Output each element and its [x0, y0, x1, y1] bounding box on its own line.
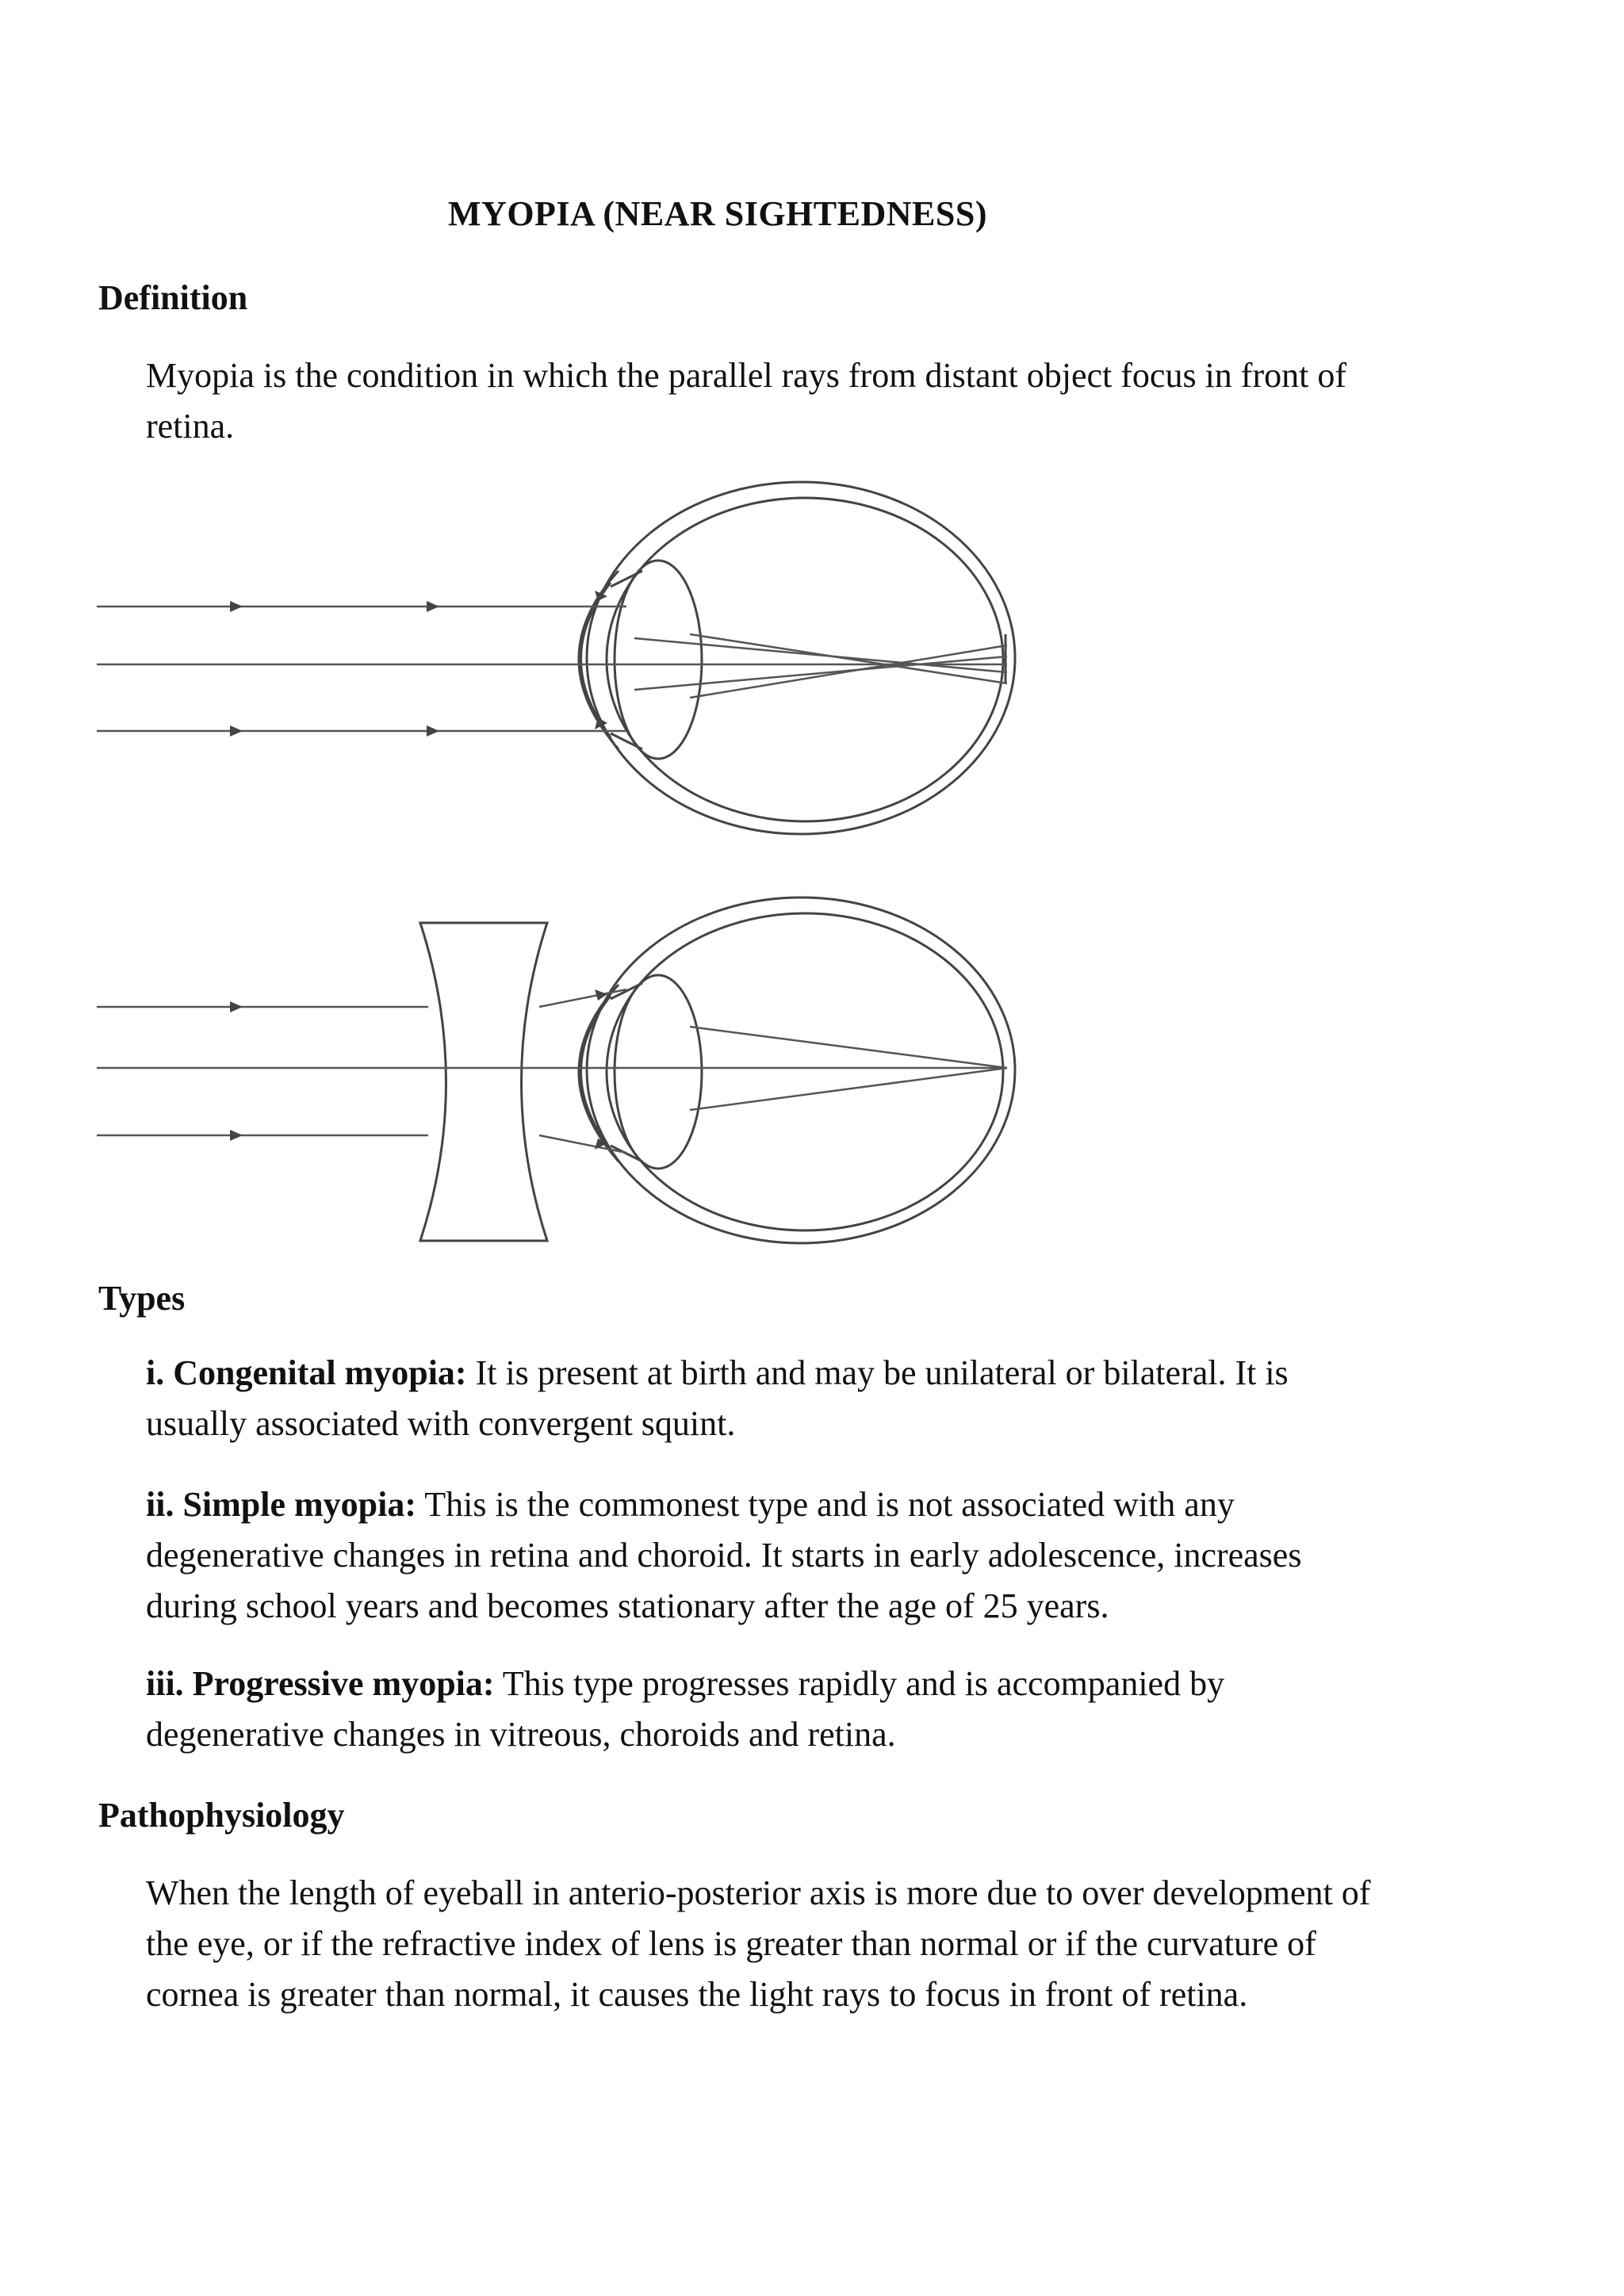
type-text: degenerative changes in retina and choroid. It starts in early adolescence, increases [146, 1536, 1302, 1575]
corrected-myopia-diagram [87, 888, 1023, 1253]
eyeball-outer [587, 482, 1015, 834]
type-item-congenital [146, 1348, 1289, 1449]
lens [615, 975, 702, 1169]
pathophysiology-line-1: When the length of eyeball in anterio-posterior axis is more due to over development of [146, 1873, 1371, 1912]
type-text: This type progresses rapidly and is accompanied by [494, 1664, 1225, 1703]
page-title: MYOPIA (NEAR SIGHTEDNESS) [448, 194, 987, 233]
definition-heading: Definition [98, 278, 248, 317]
type-label: ii. Simple myopia: [146, 1485, 417, 1524]
type-label: iii. Progressive myopia: [146, 1664, 495, 1703]
eyeball-outer [587, 897, 1015, 1243]
pathophysiology-heading: Pathophysiology [98, 1796, 345, 1835]
types-heading: Types [98, 1279, 186, 1318]
definition-line-2: retina. [146, 407, 235, 446]
arrow-icon [230, 1001, 243, 1012]
focused-ray-bottom [690, 1068, 1007, 1110]
pathophysiology-line-2: the eye, or if the refractive index of lens is greater than normal or if the curvature of [146, 1924, 1316, 1963]
type-text: during school years and becomes stationary after the age of 25 years. [146, 1586, 1109, 1625]
type-item-progressive [146, 1659, 1224, 1760]
type-text: It is present at birth and may be unilateral or bilateral. It is [466, 1353, 1289, 1392]
converging-ray-top [690, 634, 1007, 683]
focused-ray-top [690, 1027, 1007, 1068]
arrow-icon [230, 1130, 243, 1141]
pathophysiology-text [146, 1868, 1370, 2020]
type-item-simple [146, 1479, 1301, 1632]
myopic-eye-diagram [87, 476, 1023, 840]
arrow-icon [427, 601, 439, 612]
arrow-icon [230, 725, 243, 737]
diverged-ray-bottom [539, 1135, 626, 1153]
arrow-icon [427, 725, 439, 737]
arrow-icon [230, 601, 243, 612]
type-label: i. Congenital myopia: [146, 1353, 467, 1392]
converging-ray-mid-b [634, 656, 1007, 690]
type-text: usually associated with convergent squint. [146, 1404, 736, 1443]
definition-text [146, 350, 1346, 452]
type-text: degenerative changes in vitreous, choroids and retina. [146, 1715, 896, 1754]
eyeball-inner [607, 913, 1003, 1230]
concave-lens [420, 923, 547, 1241]
type-text: This is the commonest type and is not associated with any [416, 1485, 1235, 1524]
definition-line-1: Myopia is the condition in which the parallel rays from distant object focus in front of [146, 356, 1346, 395]
pathophysiology-line-3: cornea is greater than normal, it causes the light rays to focus in front of retina. [146, 1975, 1248, 2014]
eyeball-inner [607, 498, 1003, 821]
lens [615, 561, 702, 759]
